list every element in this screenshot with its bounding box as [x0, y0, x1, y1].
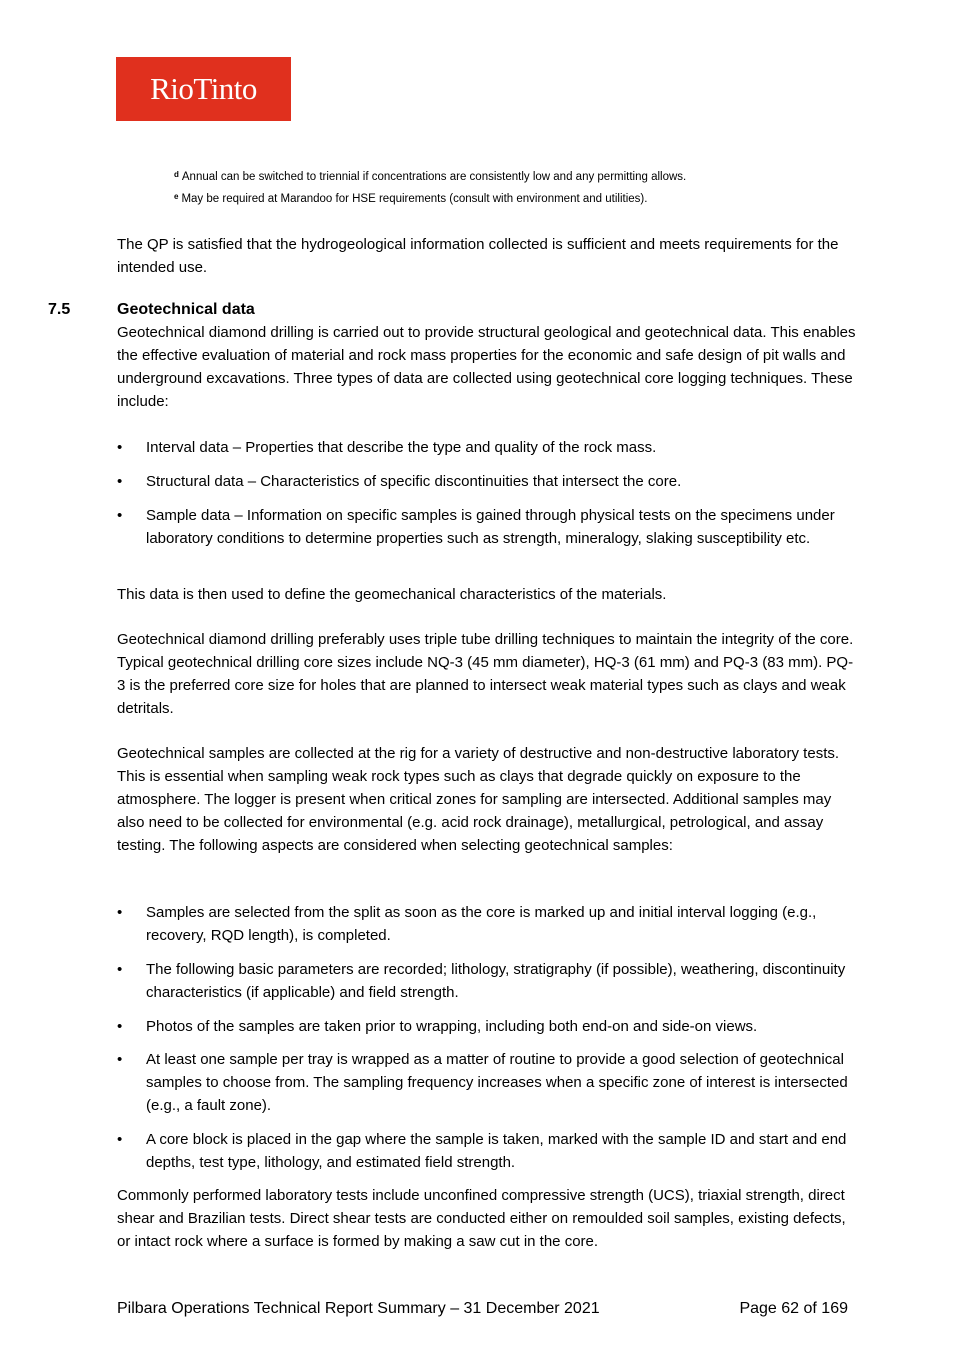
footnote-mark: d [174, 170, 179, 179]
page-number: Page 62 of 169 [739, 1300, 848, 1317]
section-number: 7.5 [48, 301, 71, 318]
paragraph-4: Geotechnical samples are collected at the rig for a variety of destructive and non-destructive laboratory tests. This is essential when sampling weak rock types such as clays that degrade quickly on exposure to the atmosphere. The logger is present when critical zones for sampling are intersected. Additional samples may also need to be collected for environmental (e.g. acid rock drainage), metallurgical, petrological, and assay testing. The following aspects are considered when selecting geotechnical samples: [117, 745, 840, 854]
footnote-e [174, 192, 647, 206]
intro-paragraph: The QP is satisfied that the hydrogeological information collected is sufficient and meets requirements for the intended use. [117, 236, 839, 276]
footnote-mark: e [174, 192, 179, 201]
footer-title: Pilbara Operations Technical Report Summary – 31 December 2021 [117, 1300, 600, 1317]
bullet-item: At least one sample per tray is wrapped as a matter of routine to provide a good selection of geotechnical samples to choose from. The sampling frequency increases when a specific zone of interest is intersected (e.g., a fault zone). [146, 1051, 848, 1114]
section-title: Geotechnical data [117, 301, 255, 318]
bullet-item: Interval data – Properties that describe the type and quality of the rock mass. [146, 439, 657, 456]
bullet-item: Structural data – Characteristics of specific discontinuities that intersect the core. [146, 473, 682, 490]
bullet-dot: • [117, 507, 123, 524]
footnote-text: May be required at Marandoo for HSE requirements (consult with environment and utilities). [181, 193, 648, 205]
paragraph-5: Commonly performed laboratory tests include unconfined compressive strength (UCS), triaxial strength, direct shear and Brazilian tests. Direct shear tests are conducted either on remoulded soil samples, existing defects, or intact rock where a surface is formed by making a saw cut in the core. [117, 1187, 846, 1250]
footnote-d [174, 170, 686, 184]
footnote-text: Annual can be switched to triennial if concentrations are consistently low and any permitting allows. [181, 171, 687, 183]
paragraph-2: This data is then used to define the geomechanical characteristics of the materials. [117, 586, 667, 603]
bullet-item: Sample data – Information on specific samples is gained through physical tests on the specimens under laboratory conditions to determine properties such as strength, mineralogy, slaking susceptibility etc. [146, 507, 835, 547]
bullet-dot: • [117, 439, 123, 456]
bullet-dot: • [117, 473, 123, 490]
bullet-dot: • [117, 961, 123, 978]
paragraph-1: Geotechnical diamond drilling is carried out to provide structural geological and geotechnical data. This enables the effective evaluation of material and rock mass properties for the economic and safe design of pit walls and underground excavations. Three types of data are collected using geotechnical core logging techniques. These include: [117, 324, 856, 410]
bullet-dot: • [117, 1018, 123, 1035]
bullet-item: Photos of the samples are taken prior to wrapping, including both end-on and side-on views. [146, 1018, 758, 1035]
bullet-dot: • [117, 1131, 123, 1148]
bullet-item: Samples are selected from the split as soon as the core is marked up and initial interval logging (e.g., recovery, RQD length), is completed. [146, 904, 817, 944]
rio-tinto-logo: RioTinto [116, 57, 291, 121]
bullet-dot: • [117, 1051, 123, 1068]
bullet-item: A core block is placed in the gap where the sample is taken, marked with the sample ID and start and end depths, test type, lithology, and estimated field strength. [146, 1131, 847, 1171]
bullet-dot: • [117, 904, 123, 921]
bullet-item: The following basic parameters are recorded; lithology, stratigraphy (if possible), weathering, discontinuity characteristics (if applicable) and field strength. [146, 961, 846, 1001]
paragraph-3: Geotechnical diamond drilling preferably uses triple tube drilling techniques to maintain the integrity of the core. Typical geotechnical drilling core sizes include NQ-3 (45 mm diameter), HQ-3 (61 mm) and PQ-3 (83 mm). PQ-3 is the preferred core size for holes that are planned to intersect weak material types such as clays and weak detritals. [117, 631, 854, 717]
